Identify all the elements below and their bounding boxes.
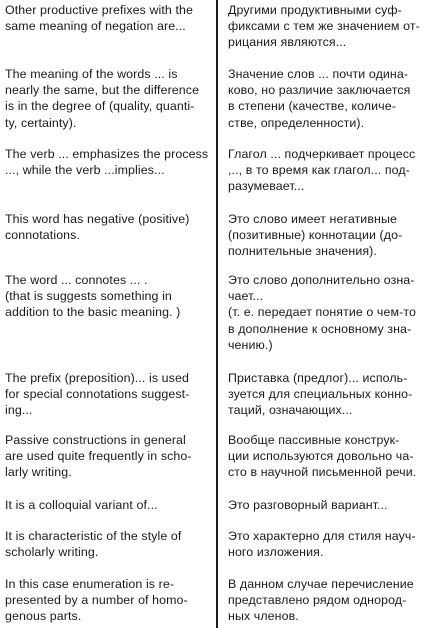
phrase-ru-4: Это слово имеет негативные (позитивные) коннотации (до- полнительные значения).	[228, 212, 403, 259]
phrase-en-2: The meaning of the words ... is nearly the same, but the difference is in the degree of (quality, quanti- ty, certainty).	[5, 67, 200, 130]
phrase-ru-9: Это характерно для стиля науч- ного изложения.	[228, 529, 416, 560]
phrase-ru-10: В данном случае перечисление представлено рядом однород- ных членов.	[228, 577, 414, 624]
phrase-en-9: It is characteristic of the style of scholarly writing.	[5, 529, 182, 560]
phrase-ru-7: Вообще пассивные конструк- ции используются довольно ча- сто в научной письменной речи.	[228, 433, 417, 480]
phrase-ru-2: Значение слов ... почти одина- ково, но различие заключается в степени (качестве, количе- стве, определенности).	[228, 67, 411, 130]
phrase-en-7: Passive constructions in general are used quite frequently in scho- larly writing.	[5, 433, 192, 480]
phrase-ru-3: Глагол ... подчеркивает процесс ,.., в то время как глагол... под- разумевает...	[228, 147, 416, 194]
phrase-en-5: The word ... connotes ... . (that is suggests something in addition to the basic meaning. )	[5, 273, 181, 320]
phrase-en-1: Other productive prefixes with the same meaning of negation are...	[5, 3, 193, 34]
phrase-ru-8: Это разговорный вариант...	[228, 498, 388, 512]
phrase-ru-6: Приставка (предлог)... исполь- зуется для специальных конно- таций, означающих...	[228, 371, 413, 418]
phrase-en-6: The prefix (preposition)... is used for special connotations suggest- ing...	[5, 371, 190, 418]
phrase-en-10: In this case enumeration is re- presented by a number of homo- genous parts.	[5, 577, 188, 624]
phrase-en-8: It is a colloquial variant of...	[5, 498, 158, 512]
phrase-ru-5: Это слово дополнительно озна- чает... (т. е. передает понятие о чем-то в дополнение к основному зна- чению.)	[228, 273, 416, 352]
phrase-en-3: The verb ... emphasizes the process ..., while the verb ...implies...	[5, 147, 209, 178]
phrase-en-4: This word has negative (positive) connotations.	[5, 212, 190, 243]
phrase-ru-1: Другими продуктивными суф- фиксами с тем же значением от- рицания являются...	[228, 3, 420, 50]
column-divider	[216, 0, 218, 628]
